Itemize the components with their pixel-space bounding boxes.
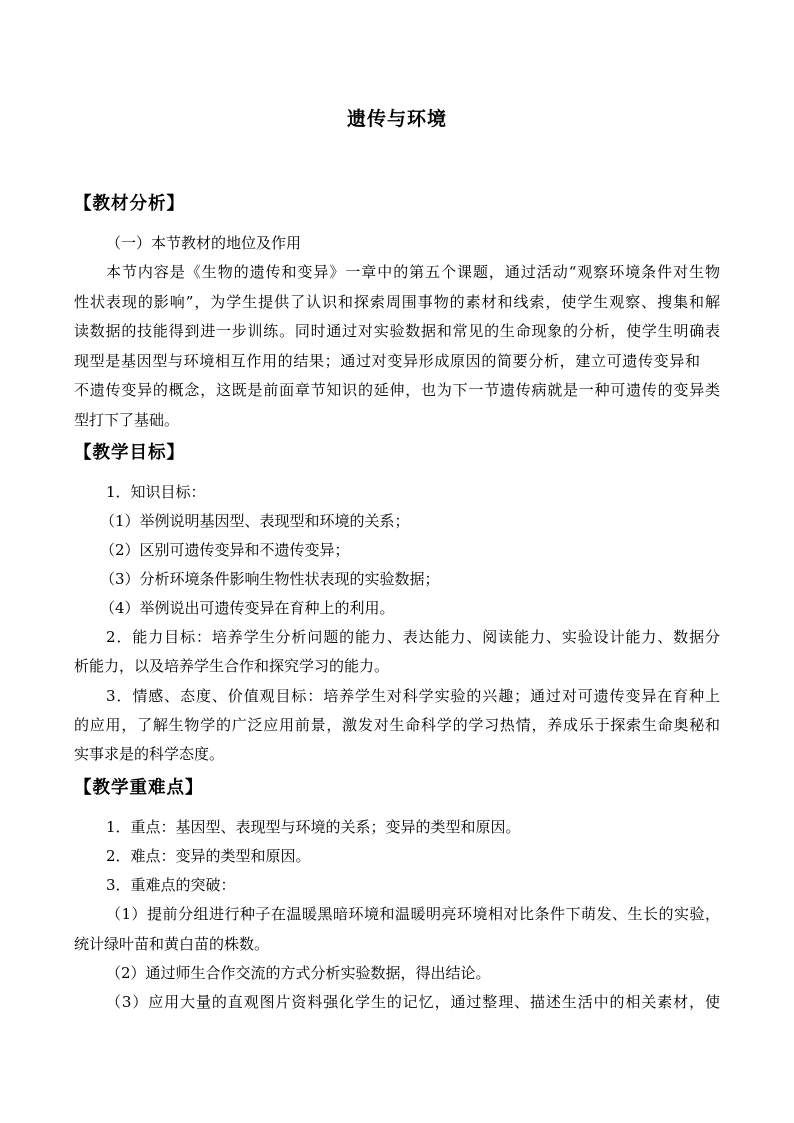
goal-line: （3）分析环境条件影响生物性状表现的实验数据； [100, 570, 440, 588]
paragraph-line: 现型是基因型与环境相互作用的结果；通过对变异形成原因的简要分析，建立可遗传变异和 [74, 352, 700, 370]
key-point-line: 3．重难点的突破： [106, 876, 236, 894]
goal-line: （2）区别可遗传变异和不遗传变异； [100, 541, 350, 559]
section-heading-key-points: 【教学重难点】 [74, 778, 204, 798]
goal-line: 的应用，了解生物学的广泛应用前景，激发对生命科学的学习热情，养成乐于探索生命奥秘和 [74, 716, 720, 734]
goal-line: 3．情感、态度、价值观目标：培养学生对科学实验的兴趣；通过对可遗传变异在育种上 [106, 687, 720, 705]
key-point-line: 2．难点：变异的类型和原因。 [106, 847, 311, 865]
section-heading-goals: 【教学目标】 [74, 443, 185, 463]
goal-line: 实事求是的科学态度。 [74, 745, 225, 763]
paragraph-line: 读数据的技能得到进一步训练。同时通过对实验数据和常见的生命现象的分析，使学生明确表 [74, 322, 720, 340]
key-point-line: 1．重点：基因型、表现型与环境的关系；变异的类型和原因。 [106, 818, 521, 836]
paragraph-line: 不遗传变异的概念，这既是前面章节知识的延伸，也为下一节遗传病就是一种可遗传的变异类 [74, 381, 720, 399]
section-heading-analysis: 【教材分析】 [74, 194, 185, 214]
paragraph-line: 性状表现的影响”，为学生提供了认识和探索周围事物的素材和线索，使学生观察、搜集和解 [74, 293, 720, 311]
key-point-line: （2）通过师生合作交流的方式分析实验数据，得出结论。 [106, 964, 491, 982]
document-title: 遗传与环境 [346, 108, 447, 130]
key-point-line: （3）应用大量的直观图片资料强化学生的记忆，通过整理、描述生活中的相关素材，使 [106, 993, 720, 1011]
goal-line: （4）举例说出可遗传变异在育种上的利用。 [100, 599, 395, 617]
key-point-line: 统计绿叶苗和黄白苗的株数。 [74, 935, 270, 953]
paragraph-line: 型打下了基础。 [74, 411, 180, 429]
paragraph-line: 本节内容是《生物的遗传和变异》一章中的第五个课题，通过活动“观察环境条件对生物 [106, 263, 720, 281]
goal-line: 1．知识目标： [106, 483, 206, 501]
goal-line: 析能力，以及培养学生合作和探究学习的能力。 [74, 657, 390, 675]
sub-heading-position: （一）本节教材的地位及作用 [106, 234, 302, 252]
goal-line: 2．能力目标：培养学生分析问题的能力、表达能力、阅读能力、实验设计能力、数据分 [106, 628, 720, 646]
key-point-line: （1）提前分组进行种子在温暖黑暗环境和温暖明亮环境相对比条件下萌发、生长的实验， [106, 905, 720, 923]
goal-line: （1）举例说明基因型、表现型和环境的关系； [100, 512, 410, 530]
